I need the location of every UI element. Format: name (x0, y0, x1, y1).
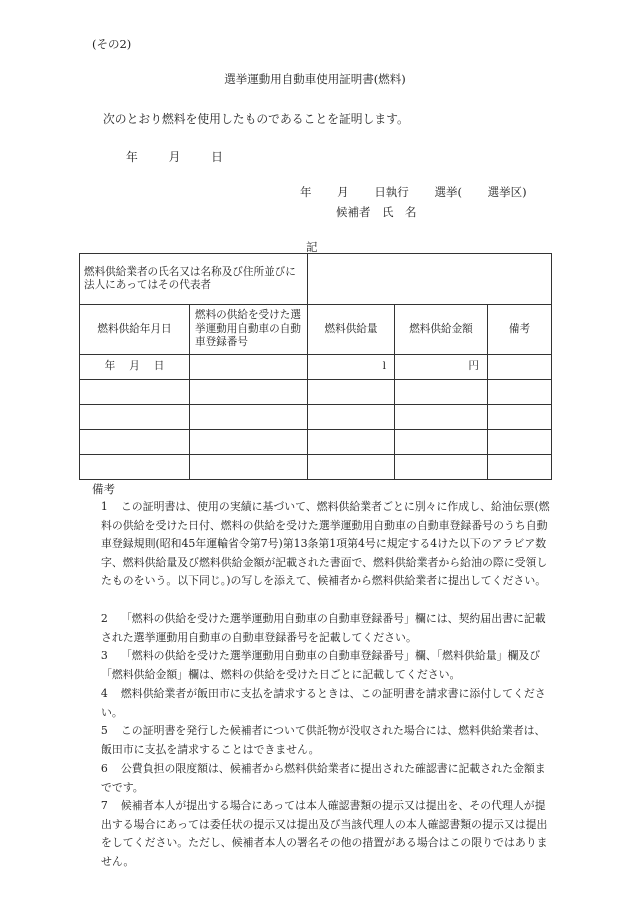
amount-cell[interactable] (308, 455, 395, 480)
col-header-price: 燃料供給金額 (395, 305, 488, 355)
supply-date-cell[interactable] (80, 405, 190, 430)
registration-cell[interactable] (190, 380, 308, 405)
exec-day: 日執行 (374, 185, 409, 199)
supply-date-cell[interactable] (80, 355, 190, 380)
table-row (80, 430, 552, 455)
row-day: 日 (153, 360, 165, 373)
amount-cell[interactable] (308, 380, 395, 405)
col-header-registration: 燃料の供給を受けた選挙運動用自動車の自動車登録番号 (190, 305, 308, 355)
supply-date-cell[interactable] (80, 380, 190, 405)
registration-cell[interactable] (190, 430, 308, 455)
month-label: 月 (168, 150, 181, 164)
note-item: 7 候補者本人が提出する場合にあっては本人確認書類の提示又は提出を、その代理人が提出する場合にあっては委任状の提示又は提出及び当該代理人の本人確認書類の提示又は提出をしてください。ただし、候補者本人の署名その他の措置がある場合はこの限りではありません。 (100, 799, 548, 868)
registration-cell[interactable] (190, 355, 308, 380)
header-row (80, 305, 552, 355)
supply-date-cell[interactable] (80, 430, 190, 455)
amount-cell[interactable]: l (308, 355, 395, 380)
remarks-cell[interactable] (488, 355, 552, 380)
year-label: 年 (126, 150, 138, 164)
ki-heading: 記 (306, 240, 318, 254)
remarks-cell[interactable] (488, 430, 552, 455)
remarks-cell[interactable] (488, 380, 552, 405)
price-cell[interactable] (395, 405, 488, 430)
election-name: 選挙( (434, 185, 462, 199)
remarks-cell[interactable] (488, 455, 552, 480)
note-item: 3 「燃料の供給を受けた選挙運動用自動車の自動車登録番号」欄、「燃料供給量」欄及び「燃料供給金額」欄は、燃料の供給を受けた日ごとに記載してください。 (100, 649, 541, 681)
registration-cell[interactable] (190, 455, 308, 480)
price-cell[interactable] (395, 380, 488, 405)
note-item: 1 この証明書は、使用の実績に基づいて、燃料供給業者ごとに別々に作成し、給油伝票(燃料の供給を受けた日付、燃料の供給を受けた選挙運動用自動車の自動車登録番号のうち自動車登録規則(昭和45年運輸省令第7号)第13条第1項第4号に規定する4けた以下のアラビア数字、燃料供給量及び燃料供給金額が記載された書面で、燃料供給業者から給油の際に受領したものをいう。以下同じ。)の写しを添えて、候補者から燃料供給業者に提出してください。 (100, 500, 550, 588)
price-cell[interactable]: 円 (395, 355, 488, 380)
table-row (80, 380, 552, 405)
day-label: 日 (211, 150, 223, 164)
col-header-remarks: 備考 (488, 305, 552, 355)
supply-date-cell[interactable] (80, 455, 190, 480)
table-row (80, 355, 552, 380)
fuel-table (79, 253, 552, 480)
exec-month: 月 (337, 185, 349, 199)
table-row (80, 455, 552, 480)
row-month: 月 (129, 360, 140, 373)
col-header-date: 燃料供給年月日 (80, 305, 190, 355)
col-header-amount: 燃料供給量 (308, 305, 395, 355)
candidate-name-line: 候補者 氏 名 (336, 205, 417, 219)
notes-title: 備考 (92, 482, 115, 496)
supplier-row (80, 254, 552, 305)
district-name: 選挙区) (487, 185, 527, 199)
supplier-label: 燃料供給業者の氏名又は名称及び住所並びに法人にあってはその代表者 (80, 254, 308, 305)
row-year: 年 (104, 360, 116, 373)
amount-cell[interactable] (308, 405, 395, 430)
note-item: 4 燃料供給業者が飯田市に支払を請求するときは、この証明書を請求書に添付してください。 (100, 687, 546, 719)
intro-text: 次のとおり燃料を使用したものであることを証明します。 (103, 112, 409, 126)
price-cell[interactable] (395, 430, 488, 455)
note-item: 2 「燃料の供給を受けた選挙運動用自動車の自動車登録番号」欄には、契約届出書に記載された選挙運動用自動車の自動車登録番号を記載してください。 (100, 612, 546, 644)
registration-cell[interactable] (190, 405, 308, 430)
table-row (80, 405, 552, 430)
amount-cell[interactable] (308, 430, 395, 455)
remarks-cell[interactable] (488, 405, 552, 430)
note-item: 5 この証明書を発行した候補者について供託物が没収された場合には、燃料供給業者は、飯田市に支払を請求することはできません。 (100, 724, 546, 756)
page-label: (その2) (92, 37, 132, 51)
supplier-value[interactable] (308, 254, 552, 305)
election-line (300, 184, 549, 200)
certification-date (126, 148, 250, 165)
price-cell[interactable] (395, 455, 488, 480)
document-title: 選挙運動用自動車使用証明書(燃料) (224, 72, 406, 86)
note-item: 6 公費負担の限度額は、候補者から燃料供給業者に提出された確認書に記載された金額までです。 (100, 762, 546, 794)
exec-year: 年 (300, 185, 312, 199)
